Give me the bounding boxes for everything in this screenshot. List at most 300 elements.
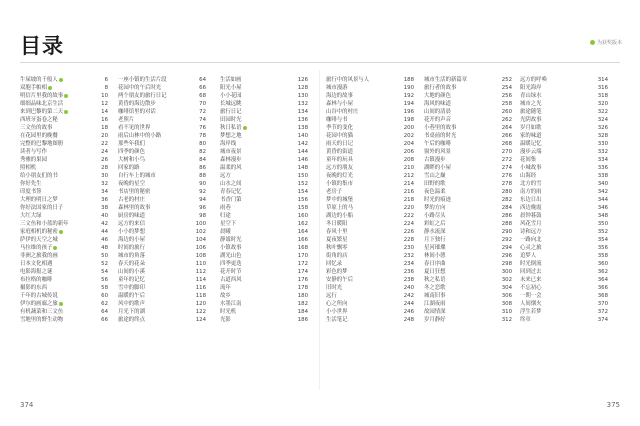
toc-entry-title: 城市的角落: [118, 253, 145, 259]
toc-entry[interactable]: [220, 132, 308, 140]
toc-entry[interactable]: [326, 164, 414, 172]
toc-entry[interactable]: [424, 188, 512, 196]
toc-entry-page: 134: [297, 109, 308, 115]
toc-entry[interactable]: [118, 132, 206, 140]
toc-entry[interactable]: [118, 180, 206, 188]
toc-entry[interactable]: [118, 300, 206, 308]
toc-entry-title: 童年的玩具: [326, 157, 353, 163]
toc-entry[interactable]: [220, 268, 308, 276]
toc-entry[interactable]: [220, 300, 308, 308]
toc-entry[interactable]: [424, 308, 512, 316]
toc-entry[interactable]: [520, 140, 608, 148]
toc-entry-title: 时光倒流: [520, 261, 542, 267]
toc-entry[interactable]: [118, 316, 206, 324]
toc-entry[interactable]: [20, 140, 108, 148]
toc-entry[interactable]: [20, 260, 108, 268]
toc-entry[interactable]: [20, 188, 108, 196]
toc-entry[interactable]: [220, 172, 308, 180]
toc-entry-page: 196: [403, 109, 414, 115]
toc-entry[interactable]: [326, 92, 414, 100]
toc-entry[interactable]: [220, 284, 308, 292]
toc-entry-title: 阳光小屋: [220, 85, 242, 91]
toc-entry[interactable]: [220, 164, 308, 172]
toc-entry-page: 32: [101, 181, 108, 187]
toc-entry[interactable]: [20, 156, 108, 164]
toc-entry-title: 读者与写作: [20, 149, 47, 155]
toc-entry[interactable]: [220, 252, 308, 260]
toc-entry-title: 花开的声音: [424, 117, 451, 123]
toc-entry-page: 326: [597, 125, 608, 131]
toc-entry[interactable]: [20, 220, 108, 228]
toc-entry[interactable]: [424, 260, 512, 268]
toc-entry-page: 312: [501, 317, 512, 323]
toc-entry[interactable]: [326, 156, 414, 164]
toc-entry-title: 追梦人: [520, 253, 537, 259]
toc-entry[interactable]: [118, 236, 206, 244]
toc-entry-page: 110: [195, 261, 206, 267]
toc-entry[interactable]: [220, 148, 308, 156]
toc-entry-title: 时光机: [220, 309, 237, 315]
toc-entry[interactable]: [220, 124, 308, 132]
toc-entry-title: 秋日私语: [220, 124, 247, 132]
toc-entry[interactable]: [20, 276, 108, 284]
toc-entry[interactable]: [220, 188, 308, 196]
toc-entry[interactable]: [20, 116, 108, 124]
toc-entry[interactable]: [520, 212, 608, 220]
toc-entry[interactable]: [220, 204, 308, 212]
toc-entry[interactable]: [326, 188, 414, 196]
toc-entry[interactable]: [118, 76, 206, 84]
page-number-left: 374: [20, 401, 34, 409]
toc-entry[interactable]: [520, 188, 608, 196]
toc-entry-page: 150: [297, 173, 308, 179]
toc-entry-title: 月光下的湖: [118, 309, 145, 315]
toc-entry-page: 358: [597, 253, 608, 259]
toc-entry-page: 258: [501, 101, 512, 107]
toc-entry[interactable]: [326, 212, 414, 220]
toc-entry[interactable]: [326, 140, 414, 148]
toc-entry[interactable]: [20, 204, 108, 212]
toc-entry-title: 彩虹之后: [424, 221, 446, 227]
toc-entry-title: 阳光海岸: [520, 85, 542, 91]
toc-entry-page: 160: [297, 213, 308, 219]
toc-entry[interactable]: [424, 284, 512, 292]
toc-entry-title: 流年: [220, 285, 231, 291]
toc-entry[interactable]: [520, 252, 608, 260]
toc-entry[interactable]: [20, 124, 108, 132]
toc-entry[interactable]: [326, 276, 414, 284]
toc-entry-page: 20: [101, 133, 108, 139]
toc-entry-page: 114: [195, 277, 206, 283]
toc-entry[interactable]: [220, 228, 308, 236]
toc-entry[interactable]: [520, 148, 608, 156]
toc-entry[interactable]: [520, 172, 608, 180]
toc-entry[interactable]: [118, 108, 206, 116]
toc-entry[interactable]: [118, 156, 206, 164]
toc-entry[interactable]: [20, 308, 108, 316]
toc-entry[interactable]: [20, 228, 108, 236]
toc-entry[interactable]: [424, 196, 512, 204]
toc-entry[interactable]: [326, 268, 414, 276]
toc-entry-title: 东边日出: [520, 197, 542, 203]
toc-entry-page: 108: [195, 253, 206, 259]
toc-entry-page: 12: [101, 101, 108, 107]
toc-entry-page: 98: [199, 213, 206, 219]
toc-entry[interactable]: [118, 196, 206, 204]
toc-entry[interactable]: [20, 284, 108, 292]
toc-entry[interactable]: [220, 260, 308, 268]
toc-entry-title: 回忆录: [326, 261, 343, 267]
toc-entry-page: 356: [597, 245, 608, 251]
toc-entry-page: 94: [199, 197, 206, 203]
toc-entry[interactable]: [520, 220, 608, 228]
toc-entry[interactable]: [520, 92, 608, 100]
toc-entry-title: 黄昏的海边散步: [118, 101, 156, 107]
toc-entry[interactable]: [118, 188, 206, 196]
toc-entry[interactable]: [326, 316, 414, 324]
toc-entry[interactable]: [118, 268, 206, 276]
toc-entry[interactable]: [520, 156, 608, 164]
toc-entry[interactable]: [326, 308, 414, 316]
toc-entry[interactable]: [520, 284, 608, 292]
toc-entry-page: 106: [195, 245, 206, 251]
toc-entry-page: 210: [403, 165, 414, 171]
toc-column: [520, 76, 608, 324]
toc-entry-title: 午后的咖啡: [424, 141, 451, 147]
toc-entry[interactable]: [20, 212, 108, 220]
toc-entry[interactable]: [520, 84, 608, 92]
toc-entry[interactable]: [118, 124, 206, 132]
toc-entry[interactable]: [520, 164, 608, 172]
toc-entry-title: 森林里的故事: [118, 205, 151, 211]
toc-entry[interactable]: [326, 100, 414, 108]
toc-entry-title: 家庭相机的秘密: [20, 228, 63, 236]
toc-entry-page: 128: [297, 85, 308, 91]
toc-entry-title: 旅途的终点: [118, 317, 145, 323]
toc-entry-title: 城市生活的新篇章: [424, 77, 468, 83]
toc-entry[interactable]: [326, 76, 414, 84]
toc-entry[interactable]: [220, 84, 308, 92]
toc-entry-title: 光影: [220, 317, 231, 323]
toc-entry[interactable]: [520, 108, 608, 116]
toc-entry[interactable]: [424, 76, 512, 84]
toc-entry[interactable]: [220, 76, 308, 84]
toc-entry[interactable]: [20, 180, 108, 188]
toc-entry-page: 266: [501, 133, 512, 139]
toc-entry[interactable]: [520, 268, 608, 276]
toc-entry-title: 马拉维的孩子: [20, 244, 57, 252]
toc-entry[interactable]: [20, 300, 108, 308]
toc-entry-page: 330: [597, 141, 608, 147]
toc-entry-title: 花开时节: [220, 269, 242, 275]
toc-entry[interactable]: [20, 164, 108, 172]
toc-entry[interactable]: [520, 276, 608, 284]
toc-entry-title: 湖光山色: [220, 253, 242, 259]
toc-entry[interactable]: [118, 116, 206, 124]
toc-entry-page: 138: [297, 125, 308, 131]
toc-entry[interactable]: [326, 228, 414, 236]
toc-entry-title: 水墨江南: [220, 301, 242, 307]
toc-entry-title: 西班牙蛋卷之秘: [20, 117, 58, 123]
toc-entry[interactable]: [326, 252, 414, 260]
toc-entry-title: 生活笔记: [326, 317, 348, 323]
toc-entry[interactable]: [20, 316, 108, 324]
toc-entry-page: 222: [403, 213, 414, 219]
toc-entry-page: 190: [403, 85, 414, 91]
toc-entry[interactable]: [424, 180, 512, 188]
toc-entry[interactable]: [118, 172, 206, 180]
toc-entry[interactable]: [326, 108, 414, 116]
toc-entry[interactable]: [20, 92, 108, 100]
toc-entry[interactable]: [20, 100, 108, 108]
toc-entry[interactable]: [326, 284, 414, 292]
toc-entry[interactable]: [118, 308, 206, 316]
toc-entry-page: 240: [403, 285, 414, 291]
toc-entry[interactable]: [424, 300, 512, 308]
toc-entry-page: 76: [199, 125, 206, 131]
toc-entry[interactable]: [118, 228, 206, 236]
toc-entry-title: 长城远眺: [220, 101, 242, 107]
toc-entry[interactable]: [118, 292, 206, 300]
toc-entry[interactable]: [520, 228, 608, 236]
toc-entry-title: 回家的路: [118, 165, 140, 171]
award-dot-icon: [64, 110, 68, 114]
toc-entry-page: 184: [297, 309, 308, 315]
toc-entry[interactable]: [520, 76, 608, 84]
toc-entry-page: 296: [501, 253, 512, 259]
toc-entry[interactable]: [520, 236, 608, 244]
toc-entry[interactable]: [424, 236, 512, 244]
toc-entry[interactable]: [20, 244, 108, 252]
toc-entry[interactable]: [520, 244, 608, 252]
toc-entry-page: 116: [195, 285, 206, 291]
toc-entry-title: 雨后山林中的小路: [118, 133, 162, 139]
toc-entry[interactable]: [20, 268, 108, 276]
toc-entry-title: 湖边的小船: [326, 213, 353, 219]
toc-entry[interactable]: [424, 172, 512, 180]
toc-entry[interactable]: [424, 84, 512, 92]
toc-entry[interactable]: [424, 124, 512, 132]
toc-entry[interactable]: [424, 228, 512, 236]
toc-entry-page: 130: [297, 93, 308, 99]
toc-entry-title: 四季更迭: [220, 261, 242, 267]
toc-entry[interactable]: [424, 164, 512, 172]
toc-entry[interactable]: [424, 220, 512, 228]
toc-entry[interactable]: [424, 292, 512, 300]
toc-entry[interactable]: [520, 308, 608, 316]
toc-entry[interactable]: [118, 100, 206, 108]
toc-entry-page: 44: [101, 229, 108, 235]
toc-entry-title: 布拉格的咖啡: [20, 277, 53, 283]
toc-entry[interactable]: [220, 156, 308, 164]
toc-entry[interactable]: [220, 308, 308, 316]
toc-entry[interactable]: [118, 212, 206, 220]
toc-entry-title: 温暖记忆: [520, 141, 542, 147]
toc-entry-title: 漫步云端: [520, 149, 542, 155]
toc-entry[interactable]: [20, 132, 108, 140]
toc-entry-page: 84: [199, 157, 206, 163]
toc-entry-page: 288: [501, 221, 512, 227]
toc-entry[interactable]: [118, 244, 206, 252]
toc-entry[interactable]: [326, 116, 414, 124]
toc-entry[interactable]: [326, 180, 414, 188]
toc-entry-title: 青春记忆: [220, 189, 242, 195]
toc-entry-page: 72: [199, 109, 206, 115]
toc-entry-page: 50: [101, 253, 108, 259]
toc-entry[interactable]: [20, 148, 108, 156]
toc-entry[interactable]: [220, 108, 308, 116]
toc-entry[interactable]: [20, 76, 108, 84]
toc-entry[interactable]: [118, 84, 206, 92]
toc-entry-page: 166: [297, 237, 308, 243]
toc-entry[interactable]: [424, 204, 512, 212]
toc-entry-page: 246: [403, 309, 414, 315]
toc-entry[interactable]: [20, 196, 108, 204]
toc-entry[interactable]: [118, 164, 206, 172]
toc-entry[interactable]: [520, 300, 608, 308]
toc-entry[interactable]: [220, 140, 308, 148]
toc-entry[interactable]: [20, 292, 108, 300]
toc-entry-page: 220: [403, 205, 414, 211]
toc-entry[interactable]: [220, 236, 308, 244]
toc-entry-page: 70: [199, 101, 206, 107]
toc-entry-page: 322: [597, 109, 608, 115]
toc-entry-title: 远方: [220, 173, 231, 179]
toc-entry[interactable]: [424, 140, 512, 148]
toc-entry-page: 162: [297, 221, 308, 227]
toc-entry-title: 终章: [520, 317, 531, 323]
toc-entry[interactable]: [520, 292, 608, 300]
toc-entry-title: 三文鱼和小蓝的新年: [20, 221, 69, 227]
toc-entry[interactable]: [520, 204, 608, 212]
toc-entry-page: 112: [195, 269, 206, 275]
toc-entry[interactable]: [118, 220, 206, 228]
toc-entry[interactable]: [220, 244, 308, 252]
toc-entry-title: 山谷中的村庄: [326, 109, 359, 115]
toc-entry-title: 来到巴黎的第二天: [20, 108, 68, 116]
toc-entry-title: 千年的古城传说: [20, 293, 58, 299]
toc-entry-title: 古老的村庄: [118, 197, 145, 203]
toc-entry[interactable]: [20, 108, 108, 116]
toc-entry-title: 小镇的集市: [326, 181, 353, 187]
toc-entry[interactable]: [326, 124, 414, 132]
toc-entry[interactable]: [118, 140, 206, 148]
toc-entry[interactable]: [326, 196, 414, 204]
toc-entry[interactable]: [424, 316, 512, 324]
toc-entry[interactable]: [520, 316, 608, 324]
toc-entry[interactable]: [520, 260, 608, 268]
toc-entry[interactable]: [20, 252, 108, 260]
toc-column: [424, 76, 512, 324]
toc-entry[interactable]: [20, 172, 108, 180]
toc-entry[interactable]: [424, 244, 512, 252]
toc-entry-title: 心灵之旅: [520, 245, 542, 251]
toc-entry[interactable]: [520, 116, 608, 124]
toc-entry[interactable]: [220, 220, 308, 228]
toc-entry-title: 岁月静好: [424, 317, 446, 323]
toc-entry[interactable]: [220, 196, 308, 204]
toc-entry[interactable]: [520, 180, 608, 188]
toc-entry[interactable]: [520, 196, 608, 204]
toc-entry[interactable]: [520, 124, 608, 132]
toc-entry-title: 雨巷: [220, 205, 231, 211]
toc-entry[interactable]: [220, 92, 308, 100]
toc-entry-page: 308: [501, 301, 512, 307]
toc-entry-page: 42: [101, 221, 108, 227]
toc-entry[interactable]: [220, 316, 308, 324]
toc-entry-title: 花园中的午后时光: [118, 85, 162, 91]
toc-entry[interactable]: [424, 108, 512, 116]
toc-entry[interactable]: [118, 204, 206, 212]
toc-entry[interactable]: [326, 292, 414, 300]
toc-entry[interactable]: [424, 156, 512, 164]
toc-entry[interactable]: [220, 116, 308, 124]
toc-entry[interactable]: [326, 204, 414, 212]
toc-entry[interactable]: [424, 100, 512, 108]
toc-entry[interactable]: [326, 220, 414, 228]
toc-entry-title: 故园情深: [424, 309, 446, 315]
toc-entry-title: 森林与小屋: [326, 101, 353, 107]
toc-entry-page: 372: [597, 309, 608, 315]
toc-entry-title: 摄影的东西: [20, 285, 47, 291]
toc-entry[interactable]: [118, 92, 206, 100]
toc-entry-title: 江湖夜雨: [424, 301, 446, 307]
toc-entry-page: 304: [501, 285, 512, 291]
toc-entry[interactable]: [326, 132, 414, 140]
toc-entry[interactable]: [424, 276, 512, 284]
toc-entry-page: 208: [403, 157, 414, 163]
toc-entry[interactable]: [424, 148, 512, 156]
toc-entry[interactable]: [424, 132, 512, 140]
toc-entry[interactable]: [424, 92, 512, 100]
toc-entry-title: 旅途随笔: [520, 109, 542, 115]
toc-entry[interactable]: [326, 236, 414, 244]
toc-entry[interactable]: [326, 300, 414, 308]
toc-entry[interactable]: [220, 292, 308, 300]
toc-entry[interactable]: [20, 84, 108, 92]
toc-entry[interactable]: [118, 260, 206, 268]
toc-entry[interactable]: [20, 236, 108, 244]
toc-entry[interactable]: [326, 84, 414, 92]
toc-entry[interactable]: [424, 268, 512, 276]
toc-entry-title: 咖啡与书: [326, 117, 348, 123]
toc-entry-page: 14: [101, 109, 108, 115]
toc-entry[interactable]: [118, 284, 206, 292]
toc-entry[interactable]: [326, 260, 414, 268]
toc-entry[interactable]: [118, 148, 206, 156]
toc-entry[interactable]: [424, 252, 512, 260]
toc-entry-title: 一座小镇的生活片段: [118, 77, 167, 83]
toc-entry[interactable]: [220, 212, 308, 220]
toc-entry[interactable]: [520, 132, 608, 140]
toc-entry-page: 62: [101, 301, 108, 307]
toc-entry-title: 安静的午后: [326, 277, 353, 283]
toc-entry[interactable]: [220, 100, 308, 108]
toc-entry-page: 280: [501, 189, 512, 195]
toc-entry[interactable]: [220, 276, 308, 284]
toc-entry[interactable]: [520, 100, 608, 108]
toc-entry[interactable]: [326, 244, 414, 252]
toc-entry-title: 旅行日记: [220, 109, 242, 115]
toc-entry[interactable]: [326, 148, 414, 156]
toc-entry[interactable]: [424, 116, 512, 124]
toc-entry-title: 大树和小鸟: [118, 157, 145, 163]
toc-entry[interactable]: [118, 252, 206, 260]
toc-entry[interactable]: [326, 172, 414, 180]
toc-entry[interactable]: [424, 212, 512, 220]
toc-entry[interactable]: [220, 180, 308, 188]
toc-entry[interactable]: [118, 276, 206, 284]
